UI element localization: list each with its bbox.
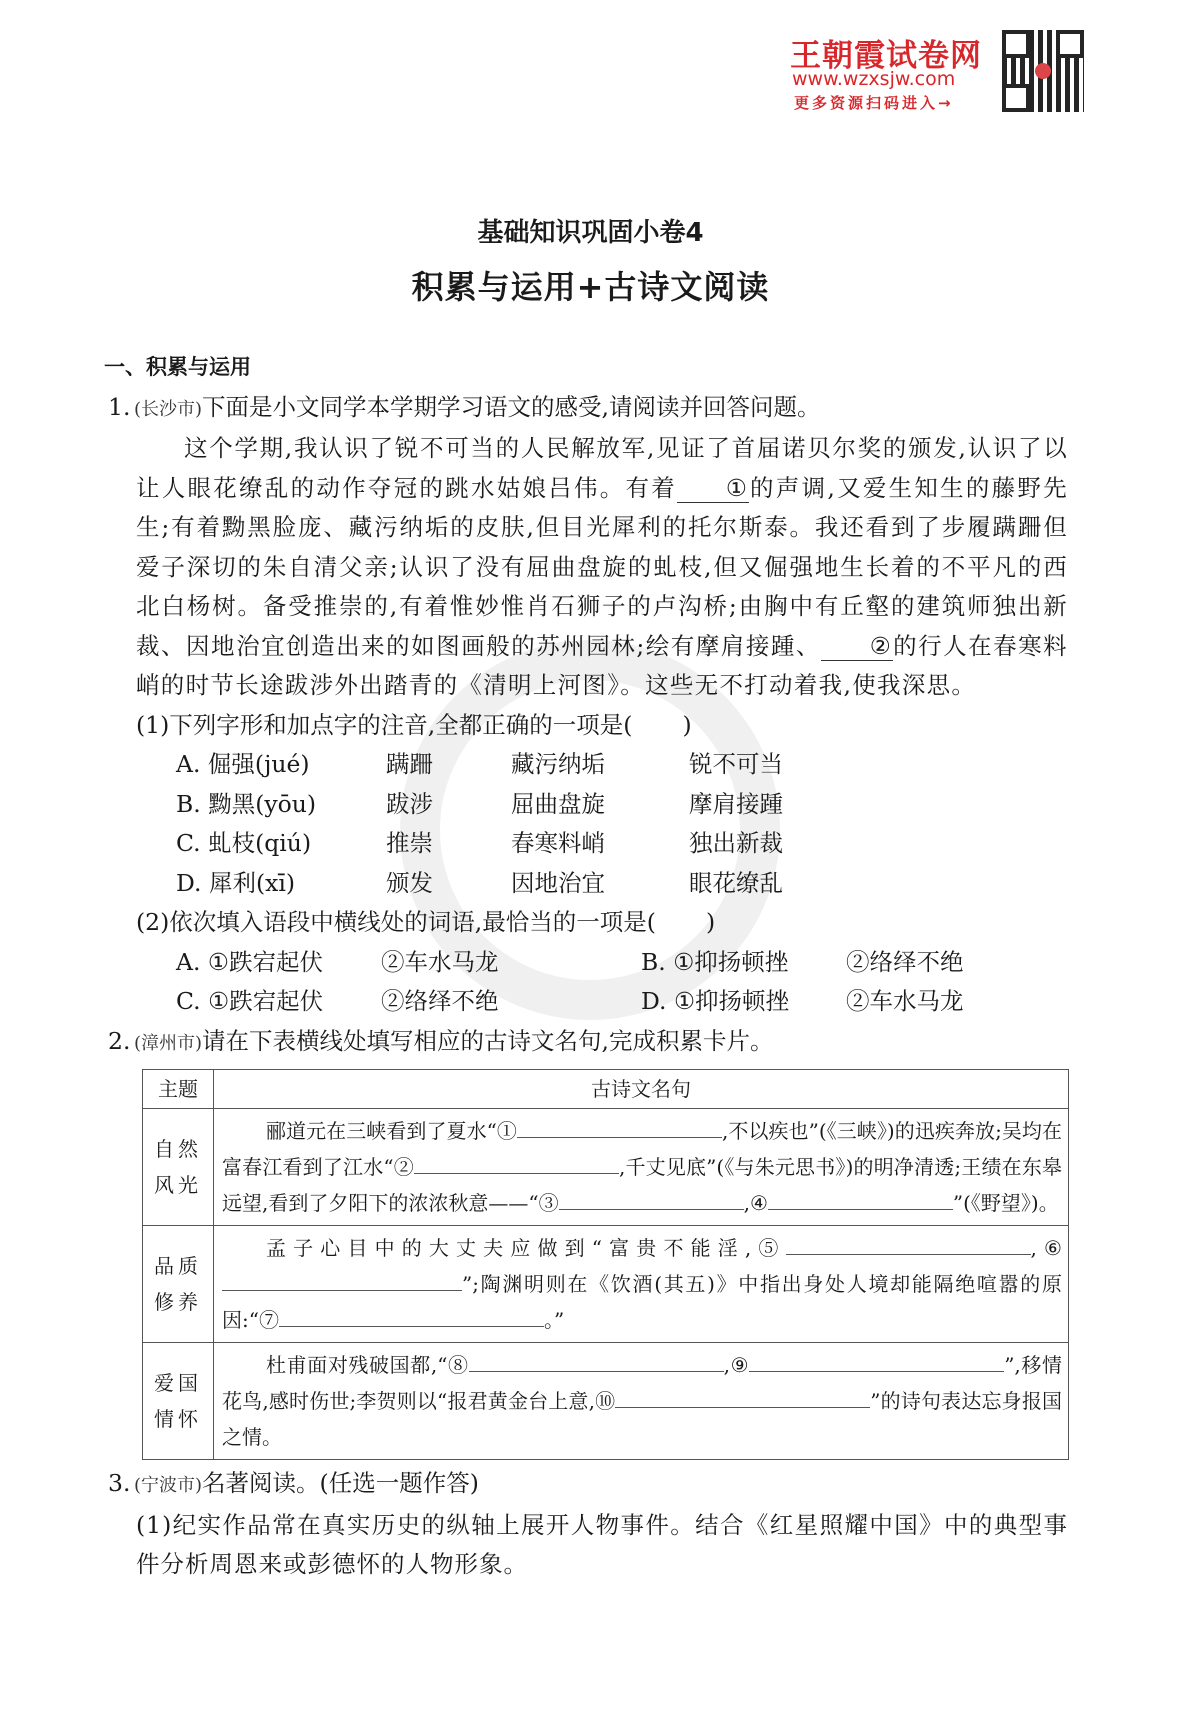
- cell-text: ,⑥: [1030, 1236, 1062, 1260]
- option-c[interactable]: C. ①跌宕起伏: [176, 987, 324, 1015]
- subquestion-stem: (2)依次填入语段中横线处的词语,最恰当的一项是(: [136, 908, 656, 936]
- question-1: [108, 388, 1068, 430]
- option-b[interactable]: B. ①抑扬顿挫: [641, 947, 789, 976]
- option-d[interactable]: D. ①抑扬顿挫: [641, 987, 790, 1015]
- qr-code-icon: [1002, 30, 1084, 112]
- blank-2[interactable]: [414, 1149, 619, 1174]
- site-logo[interactable]: [790, 30, 1090, 120]
- option-text: 因地治宜: [511, 868, 605, 897]
- question-stem: 下面是小文同学本学期学习语文的感受,请阅读并回答问题。: [202, 392, 821, 421]
- cell-text: ,千丈见底”(《与朱元思书》)的明净清透;王绩在东皋远望,看到了夕阳下的浓浓秋意——“③: [222, 1155, 1062, 1215]
- option-b-2: ②络绎不绝: [846, 947, 964, 976]
- question-source: (长沙市): [134, 398, 203, 420]
- question-3: [108, 1464, 1068, 1506]
- option-a-2: ②车水马龙: [381, 947, 499, 976]
- cell-text: ”;陶渊明则在《饮酒(其五)》中指出身处人境却能隔绝喧嚣的原因:“⑦: [222, 1272, 1062, 1332]
- logo-brand: 王朝霞试卷网: [790, 38, 982, 74]
- option-a[interactable]: A. ①跌宕起伏: [176, 947, 323, 976]
- blank-4[interactable]: [768, 1185, 953, 1210]
- subquestion-1: [108, 706, 1068, 746]
- passage-blank-2[interactable]: ②: [821, 632, 893, 661]
- option-d[interactable]: [176, 864, 1068, 904]
- lines-cell: [214, 1343, 1069, 1460]
- page-subtitle: 基础知识巩固小卷4: [477, 218, 704, 248]
- lines-cell: [214, 1226, 1069, 1343]
- option-c-2: ②络绎不绝: [381, 987, 499, 1015]
- blank-9[interactable]: [749, 1347, 1004, 1372]
- subquestion-2-options: [108, 943, 1068, 1022]
- question-number: 2.: [108, 1026, 131, 1055]
- cell-text: 。”: [543, 1308, 565, 1332]
- question-source: (漳州市): [134, 1032, 203, 1054]
- option-row-ab: [176, 943, 1068, 983]
- option-text: 跋涉: [386, 789, 433, 818]
- question-stem: 请在下表横线处填写相应的古诗文名句,完成积累卡片。: [202, 1026, 774, 1055]
- option-text: A. 倔强(jué): [176, 750, 310, 778]
- option-text: 颁发: [386, 868, 433, 897]
- page-title: 积累与运用+古诗文阅读: [411, 268, 770, 306]
- option-text: 推崇: [386, 829, 433, 857]
- blank-6[interactable]: [222, 1266, 462, 1291]
- logo-url[interactable]: www.wzxsjw.com: [792, 68, 956, 90]
- option-text: 蹒跚: [386, 750, 433, 778]
- blank-7[interactable]: [279, 1302, 544, 1327]
- cell-text: ,④: [743, 1191, 768, 1215]
- theme-cell: 自然风光: [143, 1109, 214, 1226]
- option-text: 屈曲盘旋: [511, 789, 605, 818]
- option-text: 锐不可当: [689, 750, 783, 778]
- paren-close: ): [682, 710, 692, 739]
- option-text: B. 黝黑(yōu): [176, 789, 317, 818]
- table-row: [143, 1226, 1069, 1343]
- passage-blank-1[interactable]: ①: [677, 474, 749, 503]
- table-row: [143, 1343, 1069, 1460]
- table-row: [143, 1109, 1069, 1226]
- subquestion-2: [108, 903, 1068, 943]
- table-header-theme: 主题: [143, 1070, 214, 1109]
- blank-10[interactable]: [615, 1383, 870, 1408]
- cell-text: ,⑨: [723, 1353, 750, 1377]
- poetry-card-table: [142, 1069, 1069, 1460]
- option-c[interactable]: [176, 824, 1068, 864]
- blank-1[interactable]: [517, 1113, 722, 1138]
- option-row-cd: [176, 982, 1068, 1022]
- question-2: [108, 1022, 1068, 1064]
- option-text: D. 犀利(xī): [176, 868, 296, 897]
- theme-cell: 品质修养: [143, 1226, 214, 1343]
- option-text: 藏污纳垢: [511, 750, 605, 778]
- cell-text: 杜甫面对残破国都,“⑧: [266, 1353, 469, 1377]
- question-stem: 名著阅读。(任选一题作答): [202, 1469, 479, 1497]
- lines-cell: [214, 1109, 1069, 1226]
- table-header-lines: 古诗文名句: [214, 1070, 1069, 1109]
- question-number: 1.: [108, 392, 131, 421]
- question-source: (宁波市): [134, 1475, 203, 1496]
- exam-content: [104, 348, 1068, 1585]
- subquestion-stem: (1)下列字形和加点字的注音,全都正确的一项是(: [136, 710, 633, 739]
- option-text: 眼花缭乱: [689, 868, 783, 897]
- table-header-row: [143, 1070, 1069, 1109]
- option-a[interactable]: [176, 745, 1068, 785]
- question-number: 3.: [108, 1469, 131, 1497]
- option-text: 摩肩接踵: [689, 789, 783, 818]
- blank-3[interactable]: [559, 1185, 744, 1210]
- logo-more-text: 更多资源扫码进入→: [794, 94, 954, 112]
- section-heading: 一、积累与运用: [104, 355, 251, 379]
- cell-text: ”(《野望》)。: [952, 1191, 1059, 1215]
- passage-text: 的声调,又爱生知生的藤野先生;有着黝黑脸庞、藏污纳垢的皮肤,但目光犀利的托尔斯泰。我还看到了步履蹒跚但爱子深切的朱自清父亲;认识了没有屈曲盘旋的虬枝,但又倔强地生长着的不平凡的西北白杨树。备受推崇的,有着惟妙惟肖石狮子的卢沟桥;由胸中有丘壑的建筑师独出新裁、因地治宜创造出来的如图画般的苏州园林;绘有摩肩接踵、: [136, 473, 1068, 660]
- paren-close: ): [705, 908, 716, 936]
- theme-cell: 爱国情怀: [143, 1343, 214, 1460]
- option-b[interactable]: [176, 785, 1068, 825]
- passage-text: 这个学期,我认识了锐不可当的人民解放军,见证了首届诺贝尔奖的颁发,认识了以让人眼花缭乱的动作夺冠的跳水姑娘吕伟。有着: [136, 434, 1068, 502]
- cell-text: 郦道元在三峡看到了夏水“①: [266, 1119, 517, 1143]
- option-text: 春寒料峭: [511, 829, 605, 857]
- cell-text: ”的诗句表达忘身报国之情。: [222, 1389, 1062, 1449]
- reading-passage: [108, 429, 1068, 706]
- cell-text: ,不以疾也”(《三峡》)的迅疾奔放;吴均在富春江看到了江水“②: [222, 1119, 1062, 1179]
- subquestion-3-1: (1)纪实作品常在真实历史的纵轴上展开人物事件。结合《红星照耀中国》中的典型事件分析周恩来或彭德怀的人物形象。: [136, 1510, 1068, 1578]
- blank-8[interactable]: [469, 1347, 724, 1372]
- option-text: C. 虬枝(qiú): [176, 829, 312, 857]
- cell-text: 孟子心目中的大丈夫应做到“富贵不能淫,⑤: [266, 1236, 786, 1260]
- option-d-2: ②车水马龙: [846, 987, 964, 1015]
- option-text: 独出新裁: [689, 829, 783, 857]
- passage-text: 的行人在春寒料峭的时节长途跋涉外出踏青的《清明上河图》。这些无不打动着我,使我深思。: [136, 631, 1068, 699]
- blank-5[interactable]: [786, 1230, 1031, 1255]
- subquestion-1-options: [108, 745, 1068, 903]
- cell-text: ”,移情花鸟,感时伤世;李贺则以“报君黄金台上意,⑩: [222, 1353, 1062, 1413]
